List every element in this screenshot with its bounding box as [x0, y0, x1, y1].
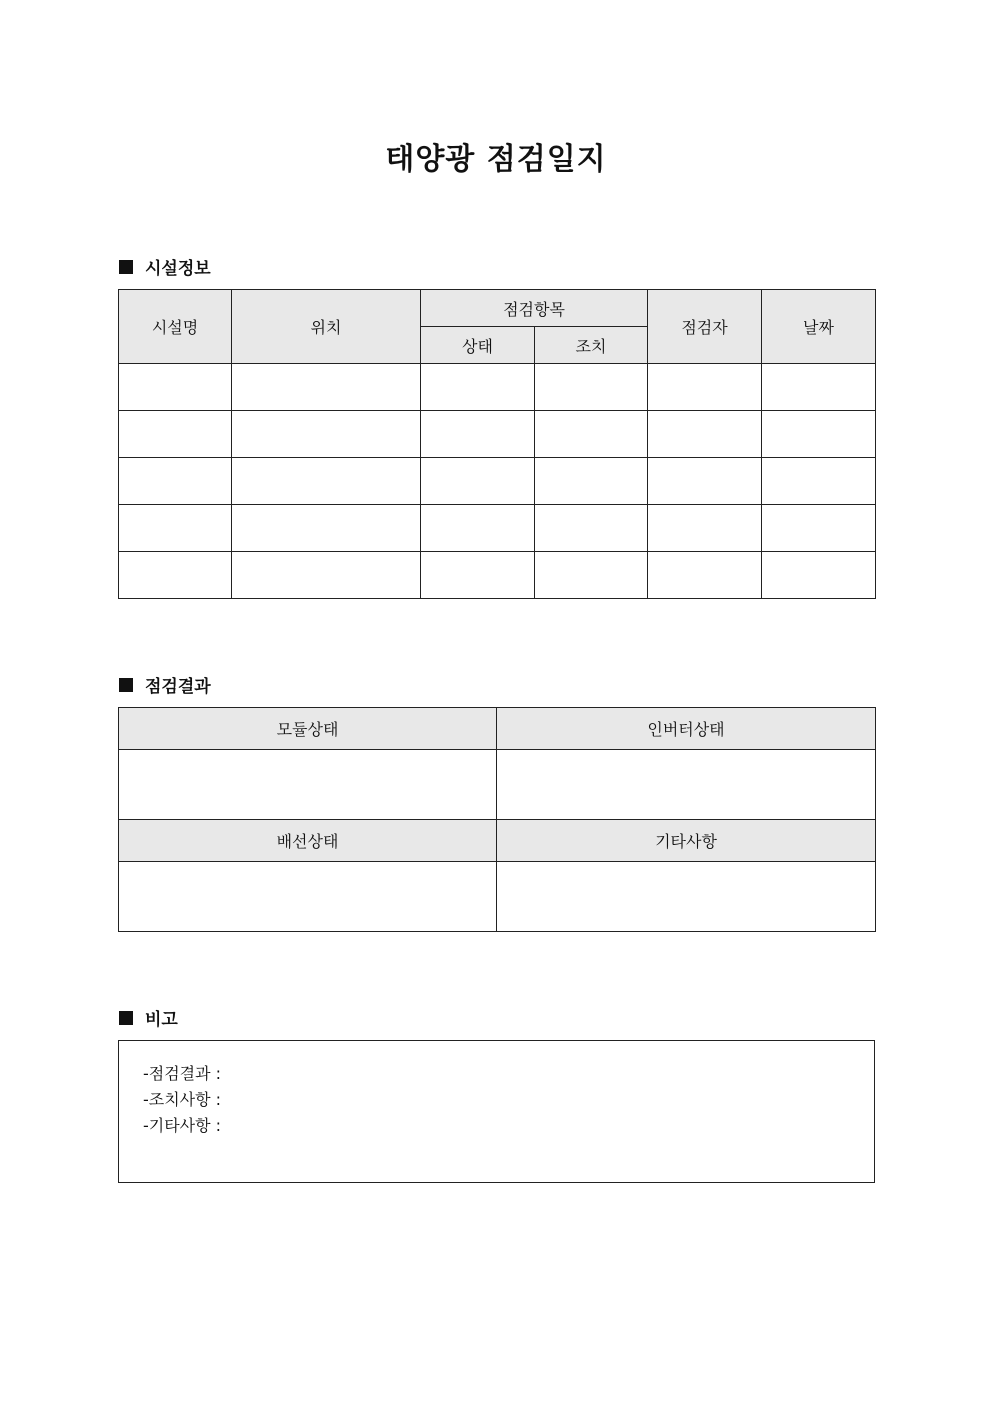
- header-wiring-status: 배선상태: [119, 820, 497, 862]
- cell-action[interactable]: [535, 364, 648, 411]
- cell-action[interactable]: [535, 505, 648, 552]
- cell-inspector[interactable]: [648, 505, 762, 552]
- table-row: [119, 552, 876, 599]
- remarks-list: [119, 1041, 874, 1139]
- header-inverter-status: 인버터상태: [497, 708, 876, 750]
- cell-inspector[interactable]: [648, 411, 762, 458]
- cell-date[interactable]: [762, 411, 876, 458]
- header-inspector: 점검자: [648, 290, 762, 364]
- cell-location[interactable]: [232, 505, 421, 552]
- facility-section-title: 시설정보: [145, 259, 211, 279]
- facility-table: [118, 289, 876, 599]
- remarks-section-title: 비고: [145, 1010, 178, 1030]
- cell-date[interactable]: [762, 552, 876, 599]
- square-bullet-icon: [119, 260, 133, 274]
- results-section-title: 점검결과: [145, 677, 211, 697]
- header-inspection-items: 점검항목: [421, 290, 648, 327]
- cell-date[interactable]: [762, 458, 876, 505]
- cell-status[interactable]: [421, 552, 535, 599]
- cell-location[interactable]: [232, 458, 421, 505]
- results-table: [118, 707, 876, 932]
- remarks-line-actions: -조치사항 :: [143, 1090, 222, 1109]
- remarks-box[interactable]: [118, 1040, 875, 1183]
- cell-status[interactable]: [421, 505, 535, 552]
- header-other-notes: 기타사항: [497, 820, 876, 862]
- cell-action[interactable]: [535, 458, 648, 505]
- results-section-heading: [119, 672, 211, 697]
- cell-action[interactable]: [535, 411, 648, 458]
- cell-inspector[interactable]: [648, 364, 762, 411]
- cell-wiring-status[interactable]: [119, 862, 497, 932]
- cell-other-notes[interactable]: [497, 862, 876, 932]
- cell-facility-name[interactable]: [119, 458, 232, 505]
- cell-module-status[interactable]: [119, 750, 497, 820]
- cell-status[interactable]: [421, 364, 535, 411]
- cell-date[interactable]: [762, 505, 876, 552]
- facility-section-heading: [119, 254, 211, 279]
- cell-facility-name[interactable]: [119, 505, 232, 552]
- cell-location[interactable]: [232, 411, 421, 458]
- cell-date[interactable]: [762, 364, 876, 411]
- table-row: [119, 505, 876, 552]
- header-module-status: 모듈상태: [119, 708, 497, 750]
- cell-inspector[interactable]: [648, 458, 762, 505]
- square-bullet-icon: [119, 678, 133, 692]
- cell-facility-name[interactable]: [119, 411, 232, 458]
- remarks-section-heading: [119, 1005, 178, 1030]
- cell-status[interactable]: [421, 458, 535, 505]
- cell-facility-name[interactable]: [119, 364, 232, 411]
- cell-action[interactable]: [535, 552, 648, 599]
- cell-location[interactable]: [232, 364, 421, 411]
- header-action: 조치: [535, 327, 648, 364]
- header-status: 상태: [421, 327, 535, 364]
- cell-status[interactable]: [421, 411, 535, 458]
- cell-location[interactable]: [232, 552, 421, 599]
- header-location: 위치: [232, 290, 421, 364]
- table-row: [119, 411, 876, 458]
- cell-inspector[interactable]: [648, 552, 762, 599]
- square-bullet-icon: [119, 1011, 133, 1025]
- cell-facility-name[interactable]: [119, 552, 232, 599]
- remarks-line-results: -점검결과 :: [143, 1064, 222, 1083]
- header-date: 날짜: [762, 290, 876, 364]
- table-row: [119, 364, 876, 411]
- header-facility-name: 시설명: [119, 290, 232, 364]
- remarks-line-other: -기타사항 :: [143, 1116, 222, 1135]
- table-row: [119, 458, 876, 505]
- cell-inverter-status[interactable]: [497, 750, 876, 820]
- page-title: 태양광 점검일지: [385, 142, 607, 177]
